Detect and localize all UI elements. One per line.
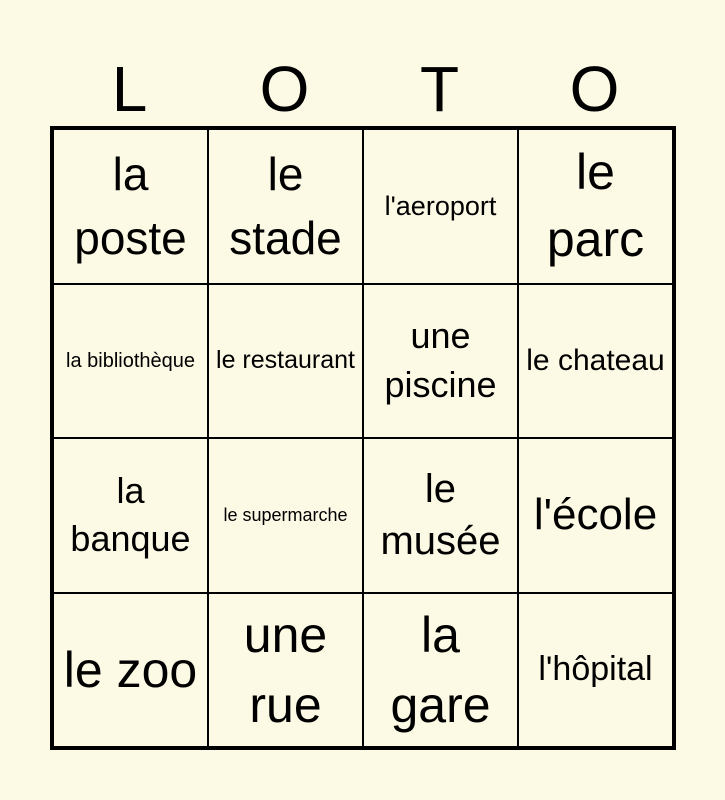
cell-label: le musée xyxy=(380,467,501,564)
cell-label: le supermarche xyxy=(223,505,348,526)
cell-label: le zoo xyxy=(63,641,198,698)
header-letter-o-2: O xyxy=(569,53,620,125)
cell-label: une piscine xyxy=(384,315,497,405)
bingo-cell[interactable] xyxy=(53,284,208,439)
bingo-cell[interactable] xyxy=(208,284,363,439)
bingo-header xyxy=(52,50,672,128)
cell-label: l'école xyxy=(533,490,658,540)
header-letter-o: O xyxy=(259,53,310,125)
cell-label: la gare xyxy=(390,606,491,733)
header-letter-l: L xyxy=(111,53,148,125)
bingo-cell[interactable] xyxy=(363,129,518,284)
bingo-cell[interactable] xyxy=(53,593,208,748)
cell-label: le restaurant xyxy=(216,345,355,374)
cell-label: le chateau xyxy=(526,344,665,378)
bingo-cell[interactable] xyxy=(208,593,363,748)
cell-label: le parc xyxy=(546,143,645,268)
cell-label: le stade xyxy=(229,147,342,265)
header-letter-t: T xyxy=(419,53,460,125)
bingo-cell[interactable] xyxy=(363,284,518,439)
cell-label: la bibliothèque xyxy=(66,349,195,372)
bingo-cell[interactable] xyxy=(518,438,673,593)
cell-label: la banque xyxy=(70,469,191,560)
bingo-cell[interactable] xyxy=(53,129,208,284)
bingo-cell[interactable] xyxy=(518,284,673,439)
bingo-cell[interactable] xyxy=(518,593,673,748)
bingo-cell[interactable] xyxy=(363,593,518,748)
bingo-cell[interactable] xyxy=(53,438,208,593)
bingo-card-grid xyxy=(50,126,676,750)
bingo-cell[interactable] xyxy=(208,438,363,593)
cell-label: une rue xyxy=(243,606,328,733)
bingo-cell[interactable] xyxy=(208,129,363,284)
cell-label: l'aeroport xyxy=(384,191,497,222)
bingo-cell[interactable] xyxy=(363,438,518,593)
cell-label: la poste xyxy=(74,147,187,265)
cell-label: l'hôpital xyxy=(538,649,653,688)
bingo-cell[interactable] xyxy=(518,129,673,284)
